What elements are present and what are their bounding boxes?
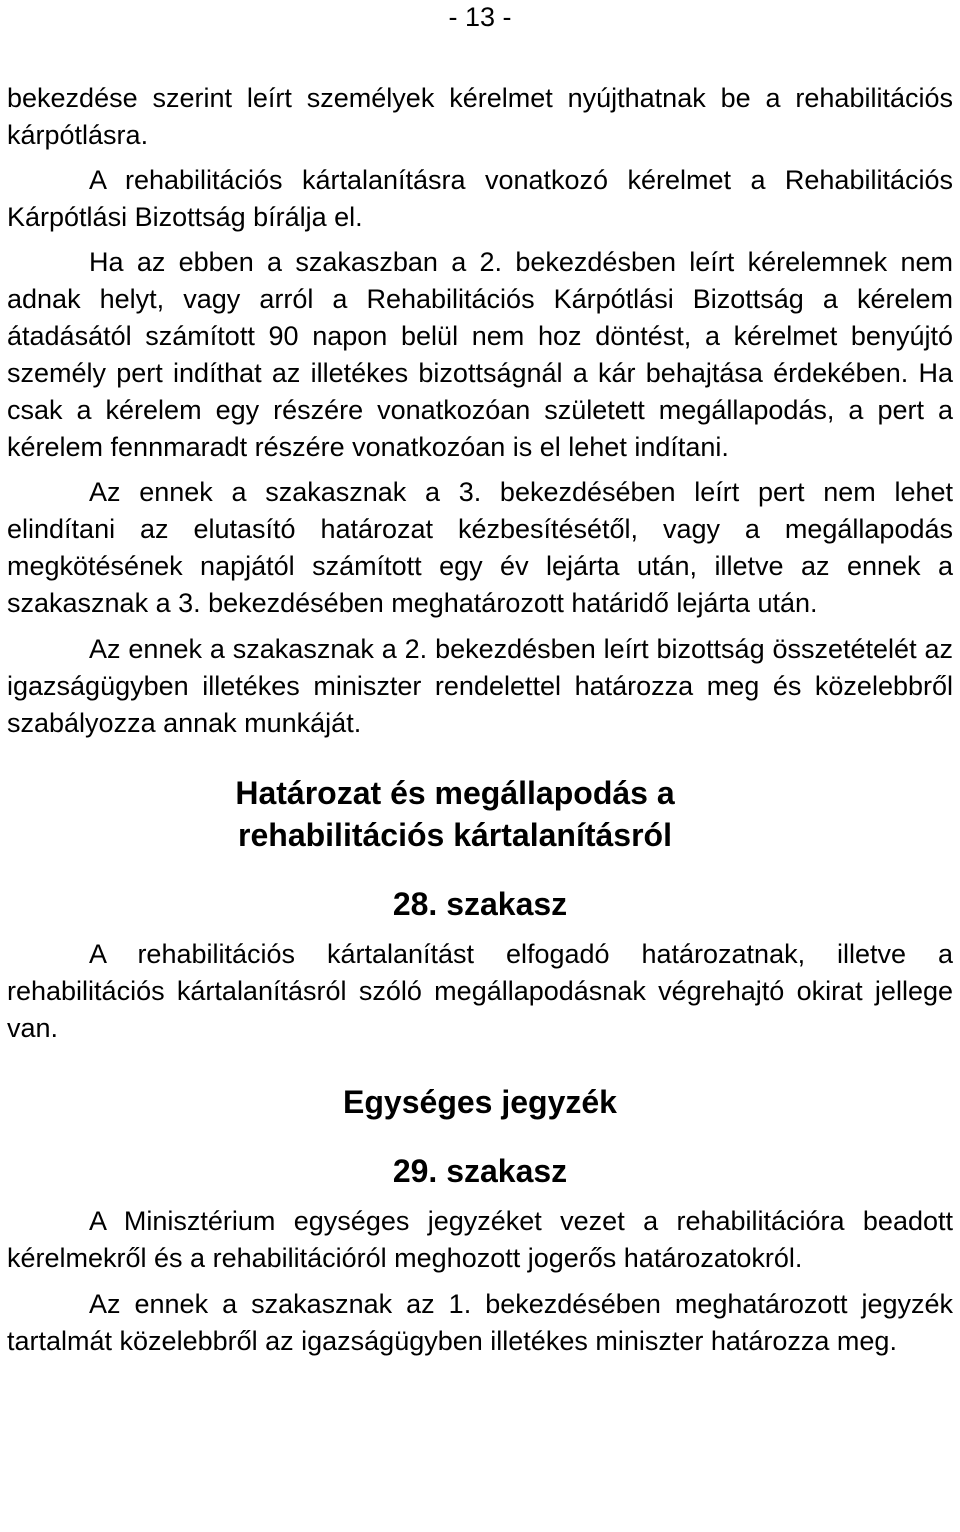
paragraph: A rehabilitációs kártalanításra vonatkozó kérelmet a Rehabilitációs Kárpótlási Bizottság bírálja el.	[7, 165, 953, 232]
section-title-line: Határozat és megállapodás a	[235, 775, 675, 811]
paragraph: Az ennek a szakasznak a 3. bekezdésében leírt pert nem lehet elindítani az elutasító határozat kézbesítésétől, vagy a megállapodás megkötésének napjától számított egy év lejárta után, illetve az ennek a szakasznak a 3. bekezdésében meghatározott határidő lejárta után.	[7, 477, 953, 618]
section-title-line: rehabilitációs kártalanításról	[238, 817, 672, 853]
section-29-paragraph: Az ennek a szakasznak az 1. bekezdésében meghatározott jegyzék tartalmát közelebbről az igazságügyben illetékes miniszter határozza meg.	[7, 1289, 953, 1356]
section-28-number: 28. szakasz	[392, 886, 568, 922]
section-28-paragraph: A rehabilitációs kártalanítást elfogadó határozatnak, illetve a rehabilitációs kártalanításról szóló megállapodásnak végrehajtó okirat jellege van.	[7, 939, 953, 1043]
paragraph: Ha az ebben a szakaszban a 2. bekezdésben leírt kérelemnek nem adnak helyt, vagy arról a Rehabilitációs Kárpótlási Bizottság a kérelem átadásától számított 90 napon belül nem hoz döntést, a kérelmet benyújtó személy pert indíthat az illetékes bizottságnál a kár behajtása érdekében. Ha csak a kérelem egy részére vonatkozóan született megállapodás, a pert a kérelem fennmaradt részére vonatkozóan is el lehet indítani.	[7, 247, 953, 462]
section-29-heading: Egységes jegyzék	[343, 1084, 617, 1120]
document-body	[7, 80, 953, 1360]
section-29-number: 29. szakasz	[392, 1153, 568, 1189]
section-28-heading	[7, 772, 953, 856]
paragraph-continuation: bekezdése szerint leírt személyek kérelmet nyújthatnak be a rehabilitációs kárpótlásra.	[7, 83, 953, 150]
paragraph: Az ennek a szakasznak a 2. bekezdésben leírt bizottság összetételét az igazságügyben illetékes miniszter rendelettel határozza meg és közelebbről szabályozza annak munkáját.	[7, 634, 953, 738]
page-number: - 13 -	[448, 2, 512, 32]
section-29-paragraph: A Minisztérium egységes jegyzéket vezet a rehabilitációra beadott kérelmekről és a rehabilitációról meghozott jogerős határozatokról.	[7, 1206, 953, 1273]
